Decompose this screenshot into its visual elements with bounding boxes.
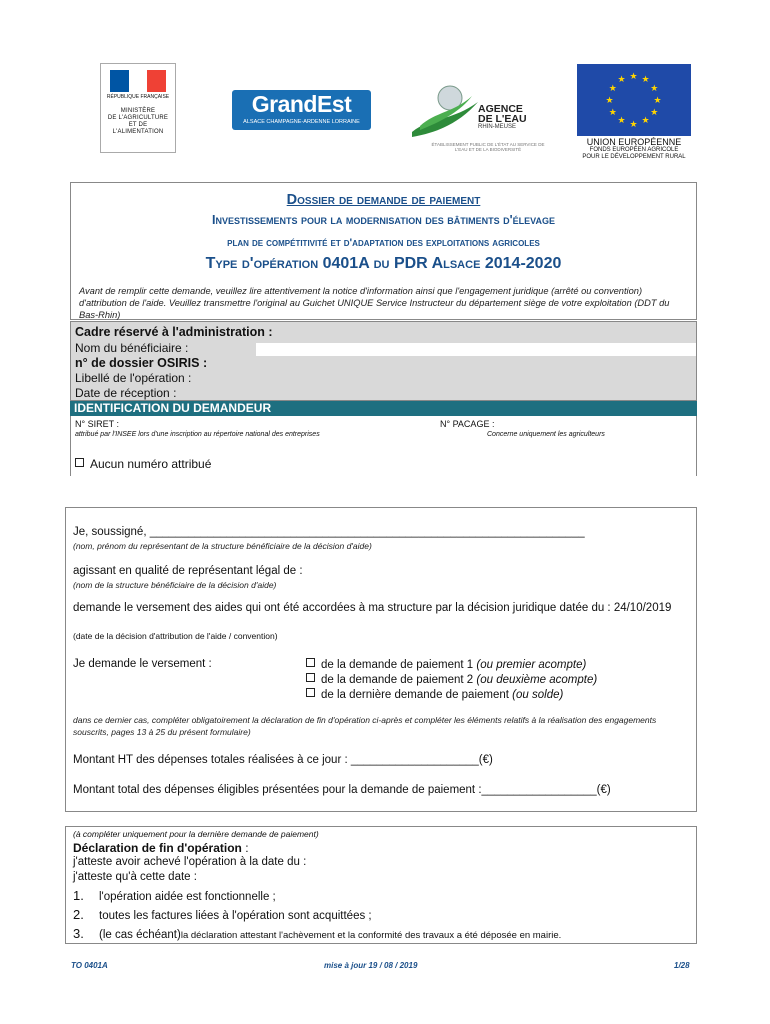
je-note: (nom, prénom du représentant de la structure bénéficiaire de la décision d'aide)	[73, 541, 372, 551]
fin-title: Déclaration de fin d'opération :	[73, 841, 249, 855]
option-1-checkbox[interactable]	[306, 658, 315, 667]
fin-item-2: 2. toutes les factures liées à l'opération sont acquittées ;	[73, 907, 372, 922]
admin-libelle: Libellé de l'opération :	[75, 371, 192, 385]
aucun-checkbox[interactable]	[75, 458, 84, 467]
dernier-cas-note: dans ce dernier cas, compléter obligatoirement la déclaration de fin d'opération ci-après et compléter les éléments relatifs à la réalisation des engagements souscrits, pages 13 à 25 du présent formulaire)	[73, 715, 657, 737]
admin-date: Date de réception :	[75, 386, 177, 400]
fin-atteste-1: j'atteste avoir achevé l'opération à la date du :	[73, 856, 307, 868]
admin-osiris: n° de dossier OSIRIS :	[75, 356, 208, 370]
fin-operation-box	[65, 826, 697, 944]
eu-star-icon: ★	[608, 106, 617, 117]
option-paiement-2[interactable]: de la demande de paiement 2 (ou deuxième acompte)	[306, 673, 597, 688]
grandest-logo: GrandEst ALSACE CHAMPAGNE-ARDENNE LORRAINE	[232, 90, 371, 130]
admin-box	[70, 321, 697, 401]
eu-star-icon: ★	[641, 73, 650, 84]
eu-star-icon: ★	[650, 82, 659, 93]
ministry-name: MINISTÈRE DE L'AGRICULTURE ET DE L'ALIMENTATION	[107, 108, 169, 135]
footer-date: mise à jour 19 / 08 / 2019	[324, 961, 418, 970]
qualite: agissant en qualité de représentant légal de :	[73, 565, 303, 577]
versement-options	[306, 658, 597, 703]
siret-note: attribué par l'INSEE lors d'une inscription au répertoire national des entreprises	[75, 431, 320, 438]
eu-star-icon: ★	[650, 106, 659, 117]
eu-flag-icon	[577, 64, 691, 136]
republique-francaise-logo	[100, 63, 176, 153]
agence-eau-swoosh-icon	[410, 82, 480, 138]
versement-label: Je demande le versement :	[73, 658, 212, 670]
eu-logo: ★ ★ ★ ★ ★ ★ ★ ★ ★ ★ ★ ★ UNION EUROPÉENNE FONDS EUROPÉEN AGRICOLE POUR LE DÉVELOPPEMENT RURAL	[577, 64, 691, 158]
doc-subtitle-2: plan de compétitivité et d'adaptation des exploitations agricoles	[227, 237, 540, 249]
option-3-checkbox[interactable]	[306, 688, 315, 697]
pacage-note: Concerne uniquement les agriculteurs	[487, 431, 605, 438]
intro-text: Avant de remplir cette demande, veuillez lire attentivement la notice d'information ainsi que l'engagement juridique (arrêté ou convention) d'attribution de l'aide. Veuillez transmettre l'original au Guichet UNIQUE Service Instructeur du département siège de votre exploitation (DDT du Bas-Rhin)	[79, 286, 670, 320]
fin-item-1: 1. l'opération aidée est fonctionnelle ;	[73, 888, 276, 903]
option-2-checkbox[interactable]	[306, 673, 315, 682]
demande-note: (date de la décision d'attribution de l'aide / convention)	[73, 631, 278, 641]
eu-star-icon: ★	[617, 73, 626, 84]
eu-star-icon: ★	[629, 118, 638, 129]
eu-star-icon: ★	[617, 115, 626, 126]
fin-items	[73, 887, 561, 944]
doc-type: Type d'opération 0401A du PDR Alsace 2014-2020	[205, 255, 562, 272]
admin-nom: Nom du bénéficiaire :	[75, 341, 189, 355]
fin-item-3: 3. (le cas échéant)la déclaration attestant l'achèvement et la conformité des travaux a été déposée en mairie.	[73, 926, 562, 941]
je-soussigne: Je, soussigné, ____________________________________________________________________	[73, 526, 585, 538]
french-flag-icon	[110, 70, 166, 92]
qualite-note: (nom de la structure bénéficiaire de la décision d'aide)	[73, 580, 277, 590]
option-paiement-solde[interactable]: de la dernière demande de paiement (ou solde)	[306, 688, 597, 703]
pacage-label: N° PACAGE :	[440, 419, 495, 429]
admin-header: Cadre réservé à l'administration :	[75, 325, 273, 339]
title-box	[70, 182, 697, 320]
doc-title: Dossier de demande de paiement	[286, 192, 481, 208]
fin-note: (à compléter uniquement pour la dernière demande de paiement)	[73, 829, 319, 839]
page-number: 1/28	[674, 961, 690, 970]
eu-star-icon: ★	[605, 94, 614, 105]
fin-atteste-2: j'atteste qu'à cette date :	[73, 871, 197, 883]
eu-star-icon: ★	[629, 70, 638, 81]
montant-ht: Montant HT des dépenses totales réalisées à ce jour : ____________________(€)	[73, 754, 493, 766]
eu-star-icon: ★	[641, 115, 650, 126]
eu-star-icon: ★	[608, 82, 617, 93]
option-paiement-1[interactable]: de la demande de paiement 1 (ou premier acompte)	[306, 658, 597, 673]
agence-eau-logo: AGENCE DE L'EAU RHIN-MEUSE ÉTABLISSEMENT PUBLIC DE L'ÉTAT AU SERVICE DE L'EAU ET DE LA BIODIVERSITÉ	[410, 72, 540, 154]
aucun-numero[interactable]: Aucun numéro attribué	[75, 457, 211, 471]
montant-total: Montant total des dépenses éligibles présentées pour la demande de paiement :__________________(€)	[73, 784, 611, 796]
siret-label: N° SIRET :	[75, 419, 119, 429]
identification-body	[70, 416, 697, 476]
identification-header: IDENTIFICATION DU DEMANDEUR	[70, 401, 697, 416]
doc-subtitle: Investissements pour la modernisation des bâtiments d'élevage	[212, 213, 555, 227]
demande-versement: demande le versement des aides qui ont été accordées à ma structure par la décision juridique datée du : 24/10/2019	[73, 602, 672, 614]
eu-star-icon: ★	[653, 94, 662, 105]
rf-text: RÉPUBLIQUE FRANÇAISE	[106, 94, 170, 100]
footer-ref: TO 0401A	[71, 961, 108, 970]
demande-box	[65, 507, 697, 812]
